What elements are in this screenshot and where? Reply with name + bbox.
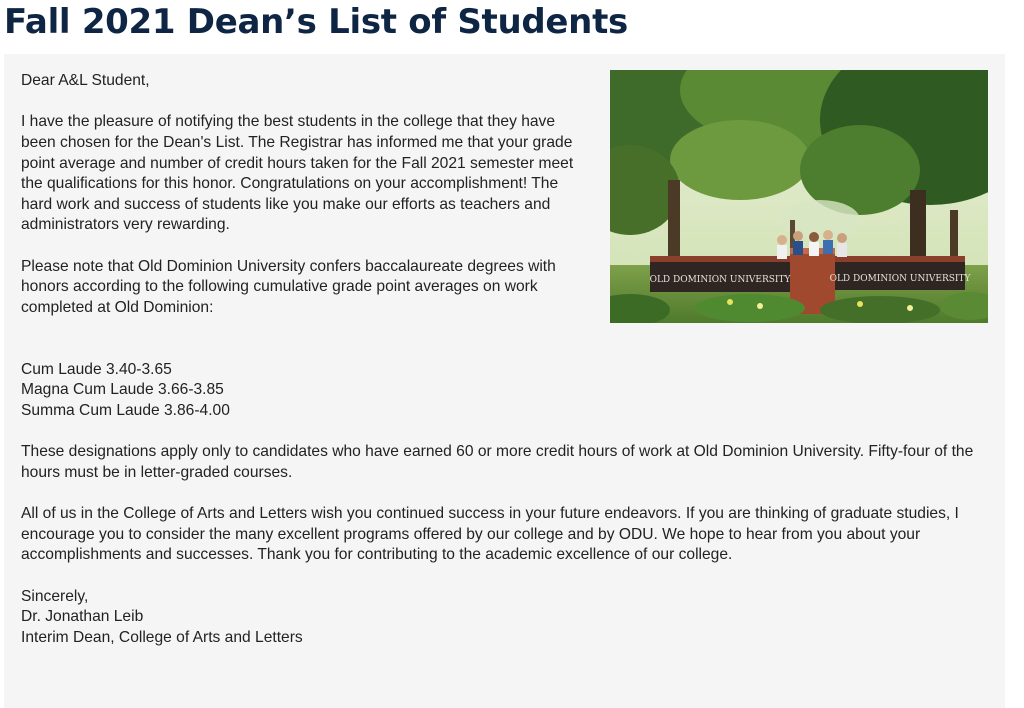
sign-right-text: OLD DOMINION UNIVERSITY xyxy=(829,274,971,284)
letter-paragraph-3: These designations apply only to candidates who have earned 60 or more credit hours of work at Old Dominion University. Fifty-four of the hours must be in letter-graded courses. xyxy=(21,443,974,481)
signer-name: Dr. Jonathan Leib xyxy=(21,608,144,626)
letter-paragraph-4: All of us in the College of Arts and Letters wish you continued success in your future endeavors. If you are thinking of graduate studies, I encourage you to consider the many excellent programs offered by our college and by ODU. We hope to hear from you about your accomplishments and successes. Thank you for contributing to the academic excellence of our college. xyxy=(21,505,959,564)
honors-list xyxy=(21,360,989,422)
honors-item-magna-cum-laude: Magna Cum Laude 3.66-3.85 xyxy=(21,381,224,399)
signature-block xyxy=(21,587,989,649)
letter-paragraph-2: Please note that Old Dominion University confers baccalaureate degrees with honors according to the following cumulative grade point averages on work completed at Old Dominion: xyxy=(21,257,556,316)
sign-left-text: OLD DOMINION UNIVERSITY xyxy=(649,275,791,285)
letter-paragraph-1: I have the pleasure of notifying the best students in the college that they have been chosen for the Dean's List. The Registrar has informed me that your grade point average and number of credit hours taken for the Fall 2021 semester meet the qualifications for this honor. Congratulations on your accomplishment! The hard work and success of students like you make our efforts as teachers and administrators very rewarding. xyxy=(21,113,574,234)
letter-body xyxy=(21,71,989,669)
letter-greeting: Dear A&L Student, xyxy=(21,72,150,89)
page-title: Fall 2021 Dean’s List of Students xyxy=(4,2,628,42)
honors-item-summa-cum-laude: Summa Cum Laude 3.86-4.00 xyxy=(21,401,230,419)
letter-panel xyxy=(4,54,1005,708)
signer-title: Interim Dean, College of Arts and Letters xyxy=(21,628,303,646)
closing: Sincerely, xyxy=(21,587,89,605)
honors-item-cum-laude: Cum Laude 3.40-3.65 xyxy=(21,360,172,378)
